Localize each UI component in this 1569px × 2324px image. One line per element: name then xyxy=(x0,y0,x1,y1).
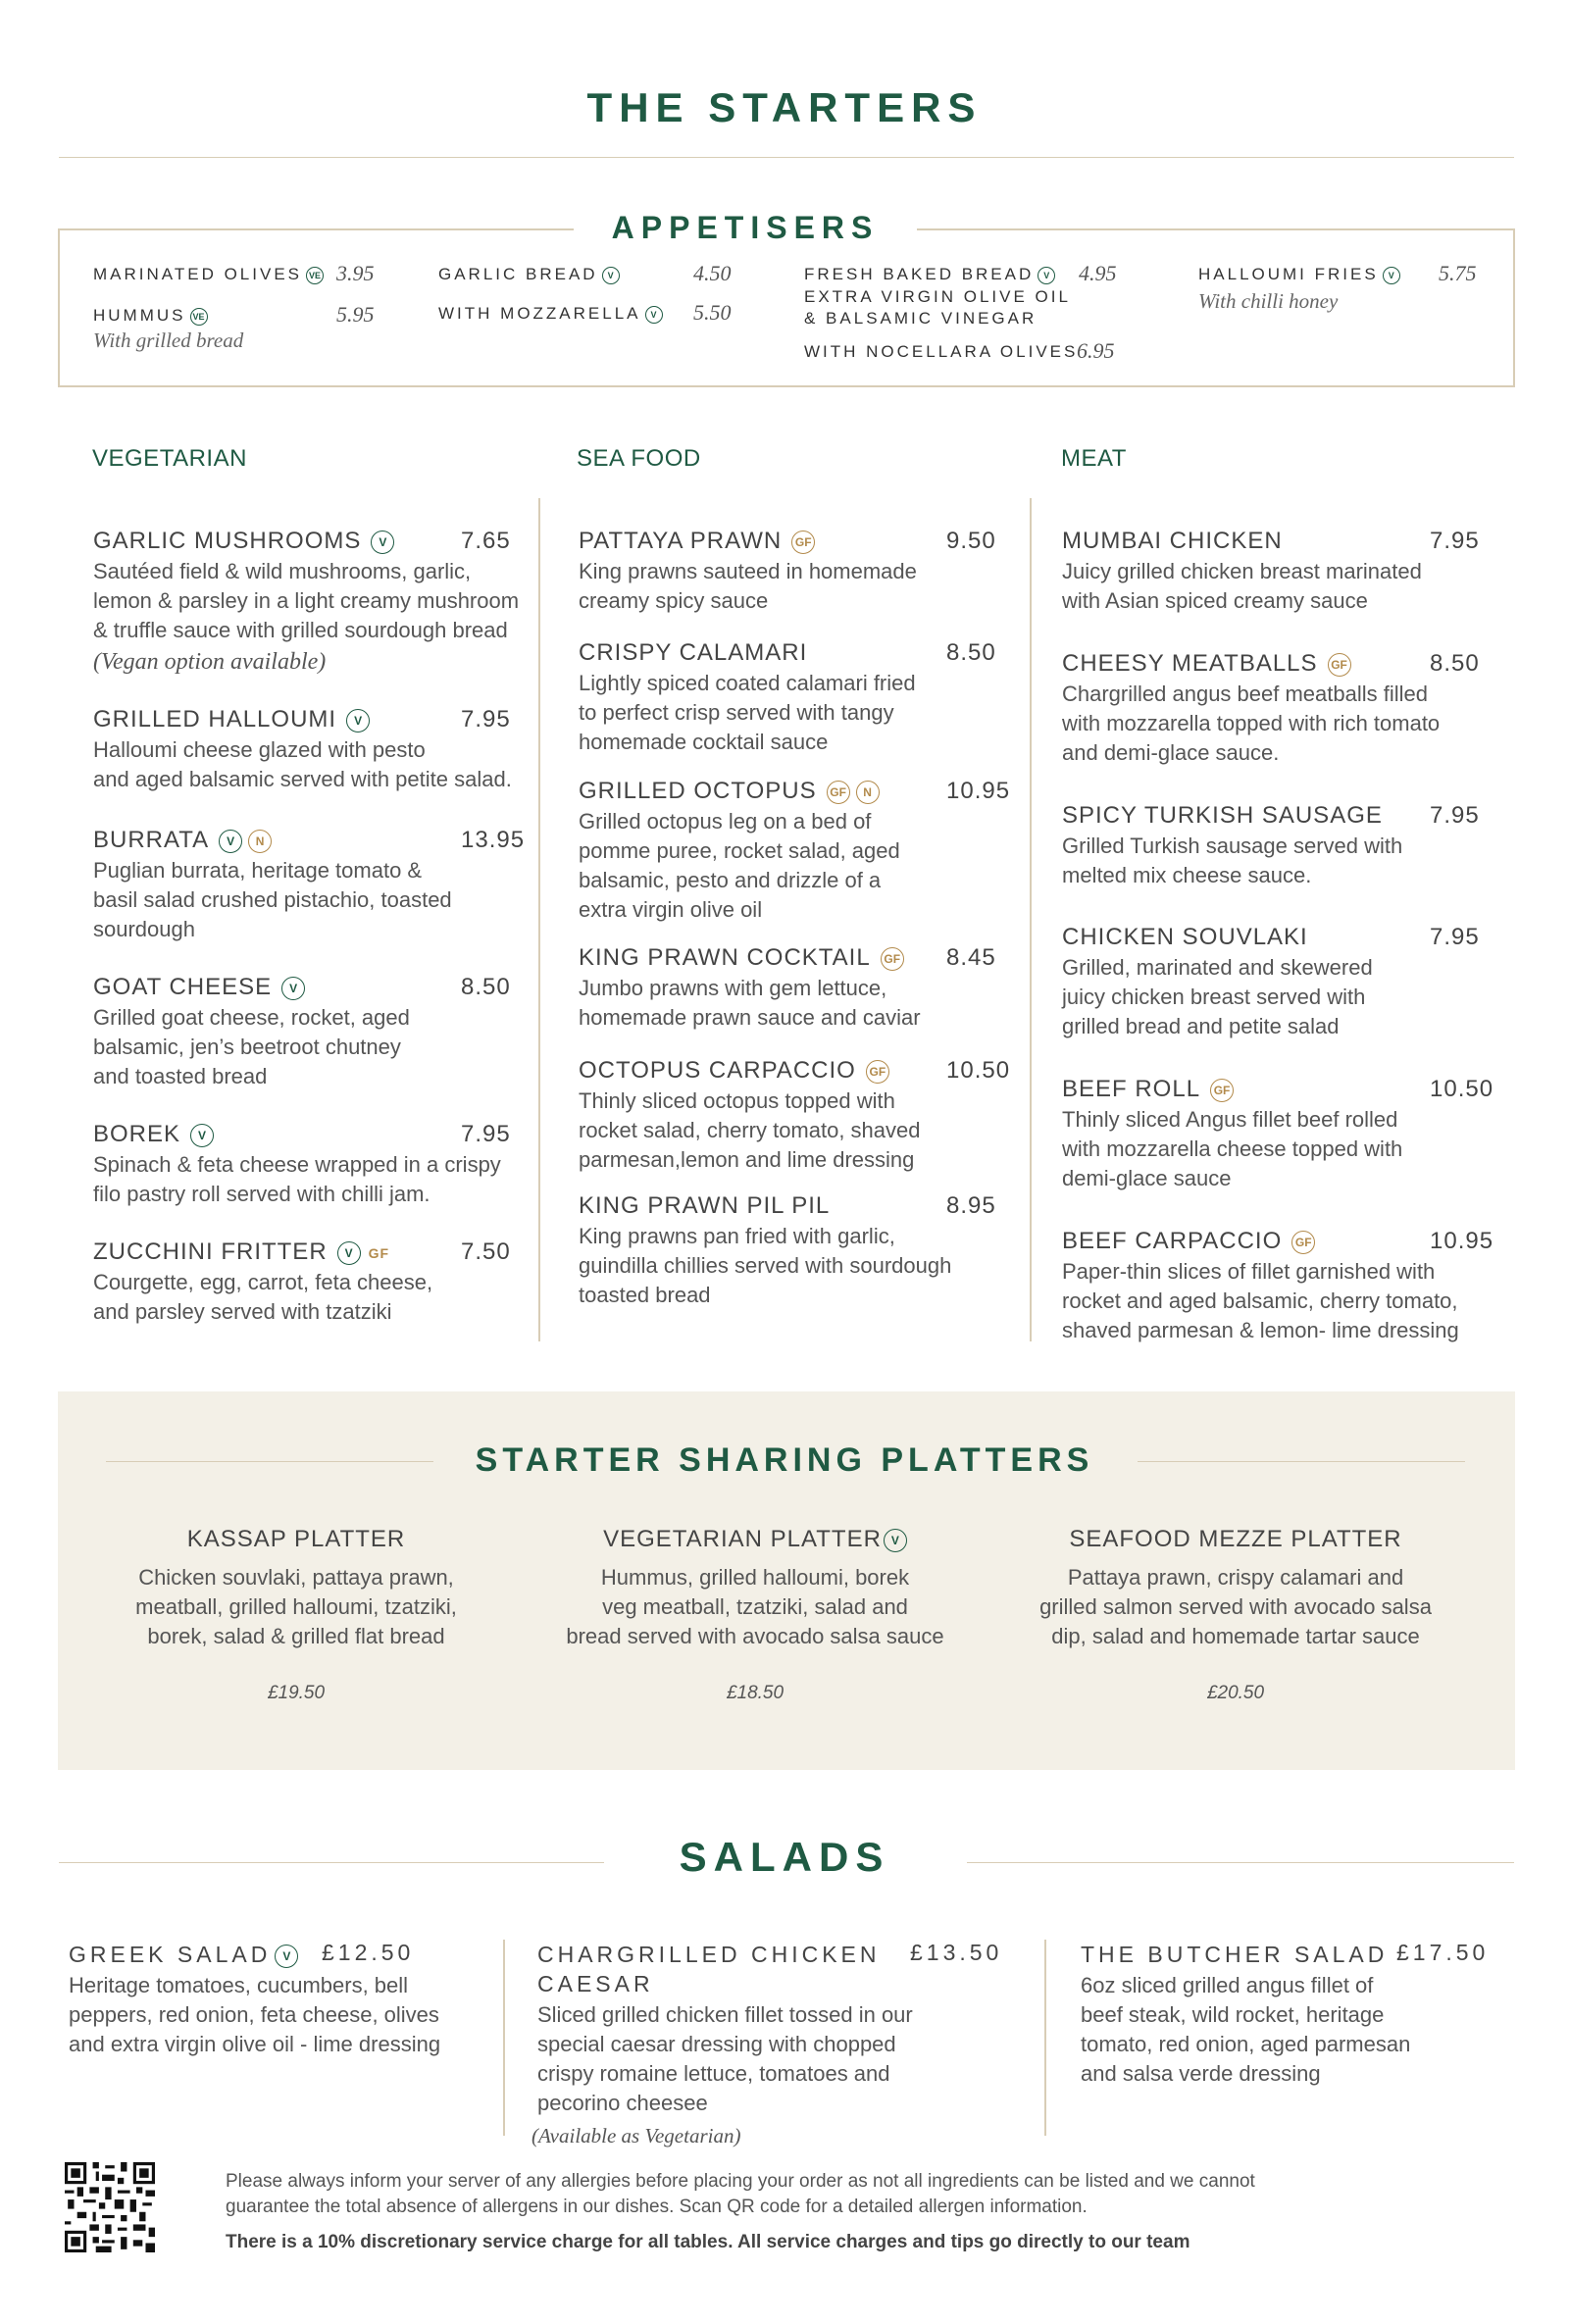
platter-price: £20.50 xyxy=(1206,1683,1265,1703)
dish-item xyxy=(1062,650,1498,768)
vegetarian-badge-icon: V xyxy=(1383,267,1400,284)
appetiser-price: 5.95 xyxy=(336,302,375,327)
dish-item xyxy=(93,706,530,794)
column-heading-vegetarian: VEGETARIAN xyxy=(92,445,247,472)
vegetarian-badge-icon: V xyxy=(219,830,242,853)
salad-price: £17.50 xyxy=(1396,1940,1490,1965)
dish-item xyxy=(1062,1228,1498,1345)
salad-desc: Heritage tomatoes, cucumbers, bell peppers, red onion, feta cheese, olives and extra virgin olive oil - lime dressing xyxy=(69,1973,441,2056)
title-divider xyxy=(59,157,1514,158)
dish-price: 13.95 xyxy=(461,827,526,853)
appetiser-garlic-bread: GARLIC BREAD V xyxy=(438,265,620,284)
dish-description: Grilled, marinated and skewered juicy chicken breast served with grilled bread and petite salad xyxy=(1062,955,1373,1038)
vegetarian-badge-icon: V xyxy=(602,267,620,284)
dish-description: Thinly sliced Angus fillet beef rolled with mozzarella cheese topped with demi-glace sauce xyxy=(1062,1107,1403,1190)
vegan-badge-icon: VE xyxy=(190,308,208,326)
platter-name: VEGETARIAN PLATTER V xyxy=(549,1526,961,1553)
dish-item xyxy=(93,528,530,676)
dish-price: 8.95 xyxy=(946,1192,996,1219)
vegan-badge-icon: VE xyxy=(306,267,324,284)
dish-item xyxy=(93,974,530,1091)
column-heading-seafood: SEA FOOD xyxy=(577,445,701,472)
service-charge-notice: There is a 10% discretionary service charge for all tables. All service charges and tips go directly to our team xyxy=(226,2232,1190,2252)
salad-butcher xyxy=(1081,1940,1522,2089)
dish-description: Thinly sliced octopus topped with rocket salad, cherry tomato, shaved parmesan,lemon and lime dressing xyxy=(579,1088,921,1172)
dish-description: King prawns sauteed in homemade creamy spicy sauce xyxy=(579,559,917,613)
allergy-notice: Please always inform your server of any allergies before placing your order as not all ingredients can be listed and we cannot guarantee the total absence of allergens in our dishes. Scan QR code for a detailed allergen information. xyxy=(226,2171,1255,2217)
dish-price: 8.45 xyxy=(946,944,996,971)
dish-item xyxy=(1062,802,1498,890)
appetisers-title: APPETISERS xyxy=(574,210,917,246)
appetiser-fresh-baked-bread: FRESH BAKED BREAD V xyxy=(804,265,1055,284)
salad-divider xyxy=(1044,1940,1046,2136)
dish-description: Spinach & feta cheese wrapped in a crispy filo pastry roll served with chilli jam. xyxy=(93,1152,501,1206)
gluten-free-badge-icon: GF xyxy=(881,947,904,971)
appetiser-price: 6.95 xyxy=(1077,338,1115,363)
appetiser-with-mozzarella: WITH MOZZARELLA V xyxy=(438,304,663,324)
dish-price: 8.50 xyxy=(946,639,996,666)
salad-name: CHARGRILLED CHICKEN CAESAR xyxy=(537,1942,881,1996)
gluten-free-badge-icon: GF xyxy=(1328,653,1351,677)
dish-item xyxy=(579,944,1015,1033)
dish-description: Halloumi cheese glazed with pesto and aged balsamic served with petite salad. xyxy=(93,737,512,791)
dish-name: GRILLED OCTOPUS xyxy=(579,778,817,804)
dish-item xyxy=(1062,924,1498,1041)
dish-price: 7.95 xyxy=(1430,924,1480,950)
dish-price: 8.50 xyxy=(1430,650,1480,677)
dish-name: CHEESY MEATBALLS xyxy=(1062,650,1318,677)
platter-name: SEAFOOD MEZZE PLATTER xyxy=(1069,1526,1402,1552)
dish-price: 7.95 xyxy=(461,706,511,733)
dish-description: Grilled octopus leg on a bed of pomme puree, rocket salad, aged balsamic, pesto and drizzle of a extra virgin olive oil xyxy=(579,809,900,922)
platter-price: £18.50 xyxy=(726,1683,784,1703)
platter-vegetarian xyxy=(549,1526,961,1651)
dish-name: BEEF ROLL xyxy=(1062,1076,1201,1102)
platters-title: STARTER SHARING PLATTERS xyxy=(475,1441,1094,1479)
dish-description: Juicy grilled chicken breast marinated with Asian spiced creamy sauce xyxy=(1062,559,1422,613)
salad-name: GREEK SALAD V xyxy=(69,1940,481,1969)
dish-item xyxy=(579,528,1015,616)
appetiser-price: 5.50 xyxy=(693,300,732,325)
dish-price: 7.95 xyxy=(1430,528,1480,554)
dish-name: CRISPY CALAMARI xyxy=(579,639,808,666)
nuts-badge-icon: N xyxy=(856,781,880,804)
dish-price: 7.95 xyxy=(461,1121,511,1147)
salad-name: THE BUTCHER SALAD xyxy=(1081,1942,1389,1967)
dish-price: 10.95 xyxy=(946,778,1011,804)
dish-name: CHICKEN SOUVLAKI xyxy=(1062,924,1308,950)
page-title: THE STARTERS xyxy=(586,84,983,130)
gluten-free-badge-icon: GF xyxy=(368,1244,390,1261)
dish-description: Grilled Turkish sausage served with melted mix cheese sauce. xyxy=(1062,834,1403,887)
dish-item xyxy=(1062,1076,1498,1193)
salad-note: (Available as Vegetarian) xyxy=(531,2124,741,2147)
dish-name: GOAT CHEESE xyxy=(93,974,273,1000)
appetiser-price: 4.95 xyxy=(1079,261,1117,285)
dish-item xyxy=(1062,528,1498,616)
dish-price: 10.50 xyxy=(946,1057,1011,1084)
platter-desc: Pattaya prawn, crispy calamari and grilled salmon served with avocado salsa dip, salad and homemade tartar sauce xyxy=(1039,1565,1432,1648)
dish-name: BURRATA xyxy=(93,827,210,853)
dish-item xyxy=(579,778,1015,925)
dish-price: 10.50 xyxy=(1430,1076,1494,1102)
dish-item xyxy=(579,639,1015,757)
column-divider xyxy=(538,498,540,1341)
salads-title: SALADS xyxy=(679,1834,890,1880)
dish-item xyxy=(93,1121,530,1209)
salad-greek xyxy=(69,1940,481,2059)
platter-seafood-mezze xyxy=(1030,1526,1442,1651)
dish-name: GARLIC MUSHROOMS xyxy=(93,528,362,554)
dish-note: (Vegan option available) xyxy=(93,649,327,675)
platter-desc: Chicken souvlaki, pattaya prawn, meatball, grilled halloumi, tzatziki, borek, salad & grilled flat bread xyxy=(135,1565,457,1648)
appetiser-marinated-olives: MARINATED OLIVES VE xyxy=(93,265,324,284)
dish-description: Grilled goat cheese, rocket, aged balsamic, jen’s beetroot chutney and toasted bread xyxy=(93,1005,410,1088)
vegetarian-badge-icon: V xyxy=(190,1124,214,1147)
salad-divider xyxy=(503,1940,505,2136)
gluten-free-badge-icon: GF xyxy=(1210,1079,1234,1102)
dish-price: 7.50 xyxy=(461,1238,511,1265)
dish-name: MUMBAI CHICKEN xyxy=(1062,528,1283,554)
salad-chargrilled-chicken-caesar xyxy=(531,1940,1018,2148)
dish-description: Chargrilled angus beef meatballs filled with mozzarella topped with rich tomato and demi-glace sauce. xyxy=(1062,682,1441,765)
salad-desc: Sliced grilled chicken fillet tossed in our special caesar dressing with chopped crispy romaine lettuce, tomatoes and pecorino cheesee xyxy=(537,2002,913,2115)
vegetarian-badge-icon: V xyxy=(1038,267,1055,284)
vegetarian-badge-icon: V xyxy=(884,1529,907,1552)
dish-description: Sautéed field & wild mushrooms, garlic, lemon & parsley in a light creamy mushroom & truffle sauce with grilled sourdough bread xyxy=(93,559,520,642)
qr-code-icon[interactable] xyxy=(65,2162,155,2252)
vegetarian-badge-icon: V xyxy=(281,977,305,1000)
dish-price: 9.50 xyxy=(946,528,996,554)
dish-description: King prawns pan fried with garlic, guindilla chillies served with sourdough toasted bread xyxy=(579,1224,952,1307)
dish-name: PATTAYA PRAWN xyxy=(579,528,783,554)
dish-name: GRILLED HALLOUMI xyxy=(93,706,337,733)
appetiser-halloumi-fries: HALLOUMI FRIES V xyxy=(1198,265,1400,284)
appetiser-price: 3.95 xyxy=(336,261,375,285)
gluten-free-badge-icon: GF xyxy=(866,1060,889,1084)
gluten-free-badge-icon: GF xyxy=(827,781,850,804)
dish-name: SPICY TURKISH SAUSAGE xyxy=(1062,802,1383,829)
vegetarian-badge-icon: V xyxy=(275,1945,298,1968)
column-divider xyxy=(1030,498,1032,1341)
appetiser-sub: EXTRA VIRGIN OLIVE OIL & BALSAMIC VINEGAR xyxy=(804,287,1071,328)
dish-price: 10.95 xyxy=(1430,1228,1494,1254)
gluten-free-badge-icon: GF xyxy=(791,530,815,554)
column-heading-meat: MEAT xyxy=(1061,445,1127,472)
dish-name: BOREK xyxy=(93,1121,181,1147)
dish-description: Lightly spiced coated calamari fried to perfect crisp served with tangy homemade cocktail sauce xyxy=(579,671,916,754)
appetiser-price: 4.50 xyxy=(693,261,732,285)
appetiser-note: With grilled bread xyxy=(93,328,244,352)
dish-name: ZUCCHINI FRITTER xyxy=(93,1238,328,1265)
appetiser-hummus: HUMMUS VE xyxy=(93,306,208,326)
platter-desc: Hummus, grilled halloumi, borek veg meatball, tzatziki, salad and bread served with avocado salsa sauce xyxy=(566,1565,944,1648)
dish-item xyxy=(579,1057,1015,1175)
dish-name: KING PRAWN COCKTAIL xyxy=(579,944,871,971)
salad-desc: 6oz sliced grilled angus fillet of beef steak, wild rocket, heritage tomato, red onion, aged parmesan and salsa verde dressing xyxy=(1081,1973,1411,2086)
dish-name: BEEF CARPACCIO xyxy=(1062,1228,1283,1254)
dish-description: Puglian burrata, heritage tomato & basil salad crushed pistachio, toasted sourdough xyxy=(93,858,452,941)
salad-price: £12.50 xyxy=(322,1940,415,1965)
dish-price: 8.50 xyxy=(461,974,511,1000)
platter-kassap xyxy=(90,1526,502,1651)
salad-price: £13.50 xyxy=(910,1940,1003,1965)
vegetarian-badge-icon: V xyxy=(337,1241,361,1265)
platter-name: KASSAP PLATTER xyxy=(186,1526,406,1552)
vegetarian-badge-icon: V xyxy=(371,530,394,554)
appetiser-price: 5.75 xyxy=(1439,261,1477,285)
vegetarian-badge-icon: V xyxy=(346,709,370,733)
dish-description: Courgette, egg, carrot, feta cheese, and parsley served with tzatziki xyxy=(93,1270,433,1324)
dish-name: OCTOPUS CARPACCIO xyxy=(579,1057,856,1084)
dish-price: 7.95 xyxy=(1430,802,1480,829)
dish-item xyxy=(93,827,530,944)
dish-price: 7.65 xyxy=(461,528,511,554)
gluten-free-badge-icon: GF xyxy=(1291,1231,1315,1254)
dish-item xyxy=(579,1192,1015,1310)
appetiser-with-nocellara-olives: WITH NOCELLARA OLIVES xyxy=(804,342,1079,361)
dish-item xyxy=(93,1238,530,1327)
dish-description: Jumbo prawns with gem lettuce, homemade prawn sauce and caviar xyxy=(579,976,921,1030)
appetiser-note: With chilli honey xyxy=(1198,289,1339,313)
nuts-badge-icon: N xyxy=(248,830,272,853)
platter-price: £19.50 xyxy=(267,1683,326,1703)
vegetarian-badge-icon: V xyxy=(645,306,663,324)
dish-name: KING PRAWN PIL PIL xyxy=(579,1192,831,1219)
dish-description: Paper-thin slices of fillet garnished with rocket and aged balsamic, cherry tomato, shaved parmesan & lemon- lime dressing xyxy=(1062,1259,1459,1342)
